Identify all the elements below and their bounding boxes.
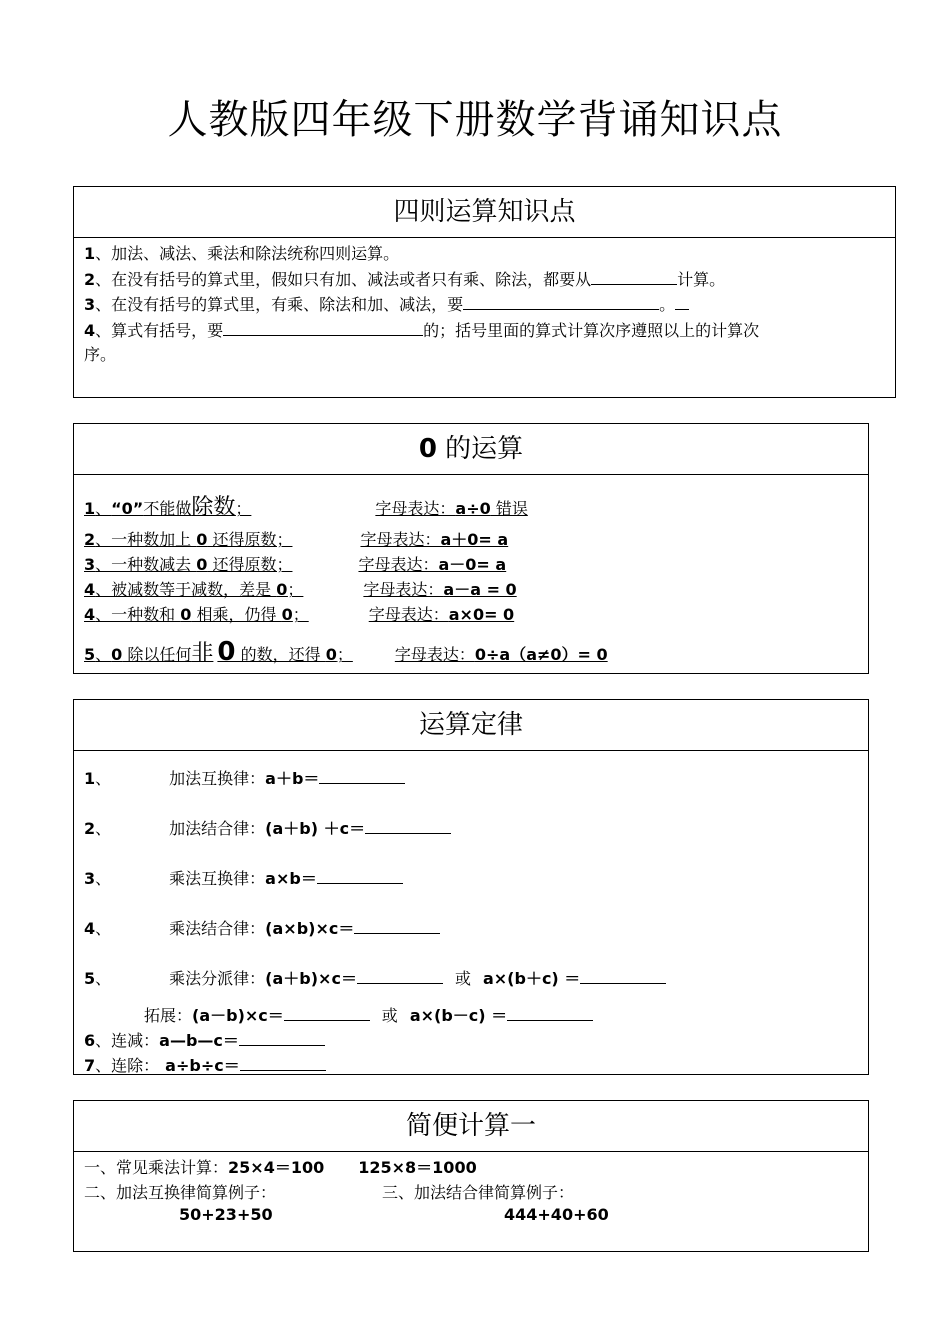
zero-rule-3: 3、一种数减去 0 还得原数； 字母表达：a－0= a (84, 555, 507, 574)
example-1: 50+23+50 (179, 1205, 273, 1224)
law-3: 3、 乘法互换律：a×b＝ (84, 866, 403, 889)
rule-line-1: 1、加法、减法、乘法和除法统称四则运算。 (84, 244, 400, 263)
answer-blank[interactable] (240, 1056, 326, 1071)
answer-blank[interactable] (223, 321, 423, 336)
answer-blank[interactable] (284, 1006, 370, 1021)
zero-rule-4: 4、被减数等于减数，差是 0； 字母表达：a－a = 0 (84, 580, 517, 599)
answer-blank[interactable] (580, 969, 666, 984)
law-4: 4、 乘法结合律：(a×b)×c＝ (84, 916, 440, 939)
calc-line-1: 一、常见乘法计算：25×4＝100 125×8＝1000 (84, 1158, 477, 1177)
section-zero-operations (73, 423, 869, 674)
answer-blank[interactable] (365, 819, 451, 834)
zero-rule-1: 1、“0”不能做除数； 字母表达：a÷0 错误 (84, 495, 528, 520)
answer-blank[interactable] (507, 1006, 593, 1021)
section-operation-laws (73, 699, 869, 1075)
example-2: 444+40+60 (504, 1205, 609, 1224)
law-1: 1、 加法互换律：a＋b＝ (84, 766, 405, 789)
rule-line-3: 3、在没有括号的算式里，有乘、除法和加、减法，要 。 (84, 292, 689, 315)
zero-rule-5: 4、一种数和 0 相乘，仍得 0； 字母表达：a×0= 0 (84, 605, 515, 624)
rule-line-4: 4、算式有括号，要 的；括号里面的算式计算次序遵照以上的计算次 (84, 321, 760, 340)
rule-line-2: 2、在没有括号的算式里，假如只有加、减法或者只有乘、除法，都要从 计算。 (84, 270, 726, 289)
law-6: 6、连减：a—b—c＝ (84, 1028, 325, 1051)
zero-rule-6: 5、0 除以任何非 0 的数，还得 0； 字母表达：0÷a（a≠0）= 0 (84, 637, 608, 667)
law-7: 7、连除： a÷b÷c＝ (84, 1053, 326, 1076)
section-heading: 运算定律 (74, 700, 868, 751)
page-title: 人教版四年级下册数学背诵知识点 (167, 97, 783, 143)
section-heading: 四则运算知识点 (74, 187, 895, 238)
zero-rule-2: 2、一种数加上 0 还得原数； 字母表达：a＋0= a (84, 530, 509, 549)
section-heading: 0 的运算 (74, 424, 868, 475)
answer-blank[interactable] (357, 969, 443, 984)
law-5: 5、 乘法分派律：(a＋b)×c＝ 或 a×(b＋c) ＝ (84, 966, 666, 989)
law-2: 2、 加法结合律：(a＋b) ＋c＝ (84, 816, 451, 839)
calc-line-2: 二、加法互换律简算例子： 三、加法结合律简算例子： (84, 1183, 575, 1202)
answer-blank[interactable] (354, 919, 440, 934)
law-extension: 拓展：(a－b)×c＝ 或 a×(b－c) ＝ (144, 1003, 593, 1026)
answer-blank[interactable] (591, 270, 677, 285)
answer-blank[interactable] (317, 869, 403, 884)
rule-line-4-cont: 序。 (84, 345, 117, 364)
answer-blank[interactable] (463, 295, 659, 310)
answer-blank[interactable] (239, 1031, 325, 1046)
section-simplified-calc (73, 1100, 869, 1252)
section-four-operations (73, 186, 896, 398)
section-heading: 简便计算一 (74, 1101, 868, 1152)
answer-blank[interactable] (319, 769, 405, 784)
